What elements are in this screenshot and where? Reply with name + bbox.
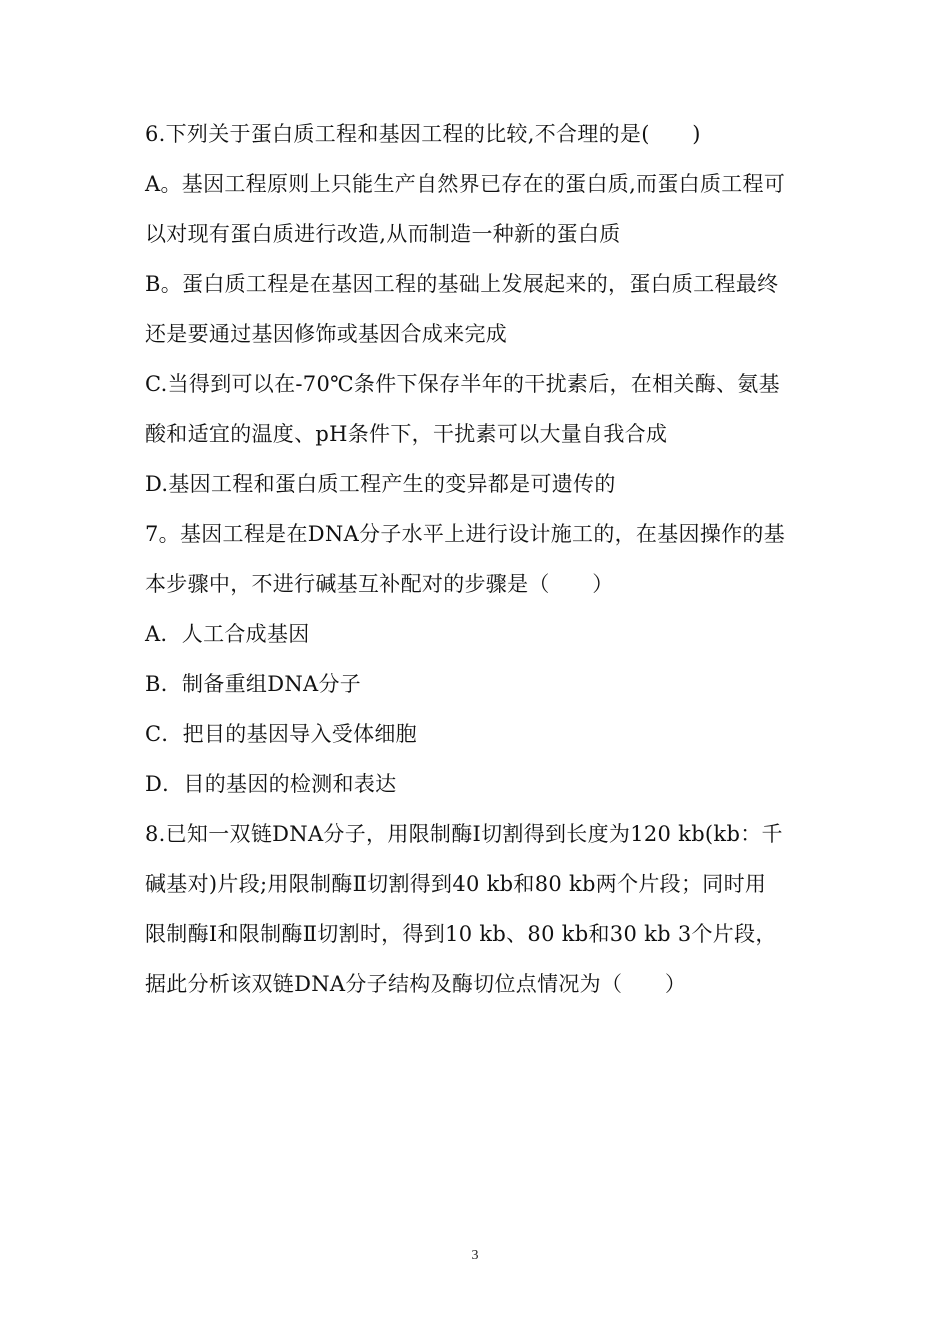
q6-option-b-line2: 还是要通过基因修饰或基因合成来完成 xyxy=(145,322,508,346)
q6-option-a-line1: A。基因工程原则上只能生产自然界已存在的蛋白质,而蛋白质工程可 xyxy=(145,172,786,196)
q8-stem-line3: 限制酶Ⅰ和限制酶Ⅱ切割时，得到10 kb、80 kb和30 kb 3个片段， xyxy=(145,922,777,946)
q7-option-c: C．把目的基因导入受体细胞 xyxy=(145,722,417,746)
q7-option-a: A．人工合成基因 xyxy=(145,622,310,646)
q6-option-b-line1: B。蛋白质工程是在基因工程的基础上发展起来的，蛋白质工程最终 xyxy=(145,272,779,296)
q7-stem-line2: 本步骤中，不进行碱基互补配对的步骤是（ ） xyxy=(145,572,614,596)
q6-stem: 6.下列关于蛋白质工程和基因工程的比较,不合理的是( ) xyxy=(145,122,701,146)
q7-stem-line1: 7。基因工程是在DNA分子水平上进行设计施工的，在基因操作的基 xyxy=(145,522,786,546)
q8-stem-line2: 碱基对)片段;用限制酶Ⅱ切割得到40 kb和80 kb两个片段；同时用 xyxy=(145,872,767,896)
q6-option-c-line1: C.当得到可以在-70℃条件下保存半年的干扰素后，在相关酶、氨基 xyxy=(145,372,780,396)
q8-stem-line4: 据此分析该双链DNA分子结构及酶切位点情况为（ ） xyxy=(145,972,687,996)
q6-option-d: D.基因工程和蛋白质工程产生的变异都是可遗传的 xyxy=(145,472,616,496)
q7-option-b: B．制备重组DNA分子 xyxy=(145,672,362,696)
q6-option-c-line2: 酸和适宜的温度、pH条件下，干扰素可以大量自我合成 xyxy=(145,422,668,446)
q7-option-d: D．目的基因的检测和表达 xyxy=(145,772,397,796)
page-number: 3 xyxy=(471,1248,479,1263)
q6-option-a-line2: 以对现有蛋白质进行改造,从而制造一种新的蛋白质 xyxy=(145,222,621,246)
q8-stem-line1: 8.已知一双链DNA分子，用限制酶Ⅰ切割得到长度为120 kb(kb：千 xyxy=(145,822,783,846)
